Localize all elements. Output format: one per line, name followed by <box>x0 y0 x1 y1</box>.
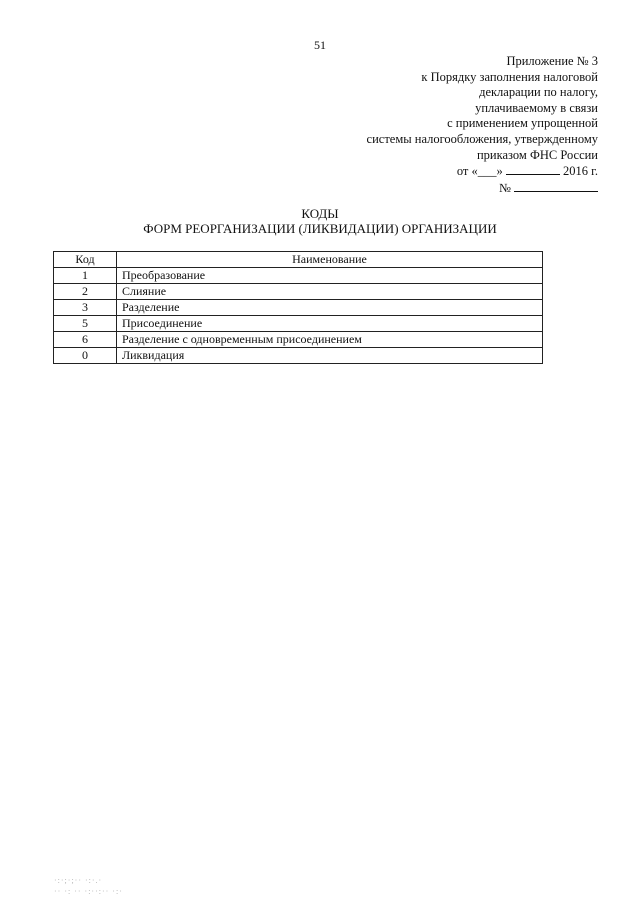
code-cell: 0 <box>54 348 117 364</box>
code-cell: 3 <box>54 300 117 316</box>
title-line-2: ФОРМ РЕОРГАНИЗАЦИИ (ЛИКВИДАЦИИ) ОРГАНИЗАЦИИ <box>143 221 497 236</box>
name-cell: Разделение с одновременным присоединением <box>117 332 543 348</box>
document-title <box>0 206 640 236</box>
code-cell: 1 <box>54 268 117 284</box>
table-header-row <box>54 252 543 268</box>
header-code: Код <box>54 252 117 268</box>
name-cell: Разделение <box>117 300 543 316</box>
name-cell: Присоединение <box>117 316 543 332</box>
scan-mark: ·:·;·;·· ·:·.· <box>54 876 103 885</box>
header-name: Наименование <box>117 252 543 268</box>
number-prefix: № <box>498 180 511 195</box>
appendix-number-line <box>298 180 598 197</box>
number-blank <box>514 180 598 192</box>
appendix-line: Приложение № 3 <box>506 54 598 68</box>
title-line-1: КОДЫ <box>301 206 339 221</box>
appendix-line: уплачиваемому в связи <box>475 100 598 115</box>
appendix-line: приказом ФНС России <box>476 147 598 162</box>
code-cell: 5 <box>54 316 117 332</box>
table-row <box>54 284 543 300</box>
table-row <box>54 348 543 364</box>
codes-table <box>53 251 543 364</box>
code-cell: 2 <box>54 284 117 300</box>
table-row <box>54 300 543 316</box>
appendix-header <box>298 54 598 196</box>
name-cell: Ликвидация <box>117 348 543 364</box>
scan-mark: ·· ·: ·· ·:··:·· ·:· <box>54 887 123 896</box>
appendix-line: декларации по налогу, <box>479 85 598 100</box>
page-number: 51 <box>314 38 326 52</box>
name-cell: Слияние <box>117 284 543 300</box>
appendix-line: системы налогообложения, утвержденному <box>366 131 598 146</box>
appendix-line: с применением упрощенной <box>447 116 598 131</box>
table-row <box>54 316 543 332</box>
date-blank <box>506 163 560 175</box>
appendix-date-line <box>298 163 598 180</box>
name-cell: Преобразование <box>117 268 543 284</box>
appendix-line: к Порядку заполнения налоговой <box>421 69 598 84</box>
date-prefix: от «___» <box>456 164 503 179</box>
table-row <box>54 332 543 348</box>
code-cell: 6 <box>54 332 117 348</box>
table-row <box>54 268 543 284</box>
date-suffix: 2016 г. <box>563 164 598 179</box>
